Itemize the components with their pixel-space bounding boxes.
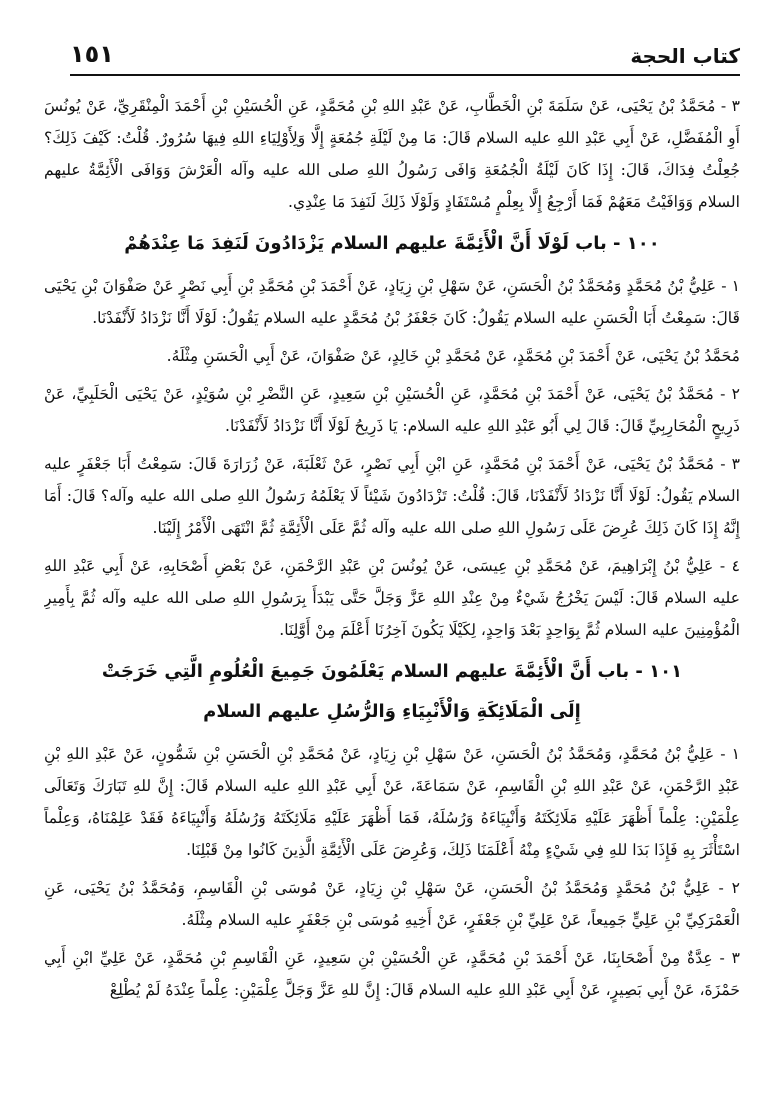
hadith-paragraph: ٢ - عَلِيُّ بْنُ مُحَمَّدٍ وَمُحَمَّدُ بْنُ الْحَسَنِ، عَنْ سَهْلِ بْنِ زِيَادٍ، عَنْ مُوسَى بْنِ الْقَاسِمِ، وَمُحَمَّدُ بْنُ يَحْيَى، عَنِ الْعَمْرَكِيِّ بْنِ عَلِيٍّ جَمِيعاً، عَنْ عَلِيِّ بْنِ جَعْفَرٍ، عَنْ أَخِيهِ مُوسَى بْنِ جَعْفَرٍ عليه السلام مِثْلَهُ. <box>44 879 740 929</box>
chapter-heading-line: ١٠٠ - باب لَوْلَا أَنَّ الْأَئِمَّةَ عليهم السلام يَزْدَادُونَ لَنَفِدَ مَا عِنْدَهُمْ <box>124 233 660 254</box>
hadith-paragraph: ٣ - مُحَمَّدُ بْنُ يَحْيَى، عَنْ أَحْمَدَ بْنِ مُحَمَّدٍ، عَنِ ابْنِ أَبِي نَصْرٍ، عَنْ ثَعْلَبَةَ، عَنْ زُرَارَةَ قَالَ: سَمِعْتُ أَبَا جَعْفَرٍ عليه السلام يَقُولُ: لَوْلَا أَنَّا نَزْدَادُ لَأَنْفَدْنَا، قَالَ: قُلْتُ: تَزْدَادُونَ شَيْئاً لَا يَعْلَمُهُ رَسُولُ اللهِ صلى الله عليه وآله؟ قَالَ: أَمَا إِنَّهُ إِذَا كَانَ ذَلِكَ عُرِضَ عَلَى رَسُولِ اللهِ صلى الله عليه وآله ثُمَّ عَلَى الْأَئِمَّةِ ثُمَّ انْتَهَى الْأَمْرُ إِلَيْنَا. <box>44 455 740 537</box>
hadith-paragraph: ١ - عَلِيُّ بْنُ مُحَمَّدٍ، وَمُحَمَّدُ بْنُ الْحَسَنِ، عَنْ سَهْلِ بْنِ زِيَادٍ، عَنْ مُحَمَّدِ بْنِ الْحَسَنِ بْنِ شَمُّونٍ، عَنْ عَبْدِ اللهِ بْنِ عَبْدِ الرَّحْمَنِ، عَنْ عَبْدِ اللهِ بْنِ الْقَاسِمِ، عَنْ سَمَاعَةَ، عَنْ أَبِي عَبْدِ اللهِ عليه السلام قَالَ: إِنَّ للهِ تَبَارَكَ وَتَعَالَى عِلْمَيْنِ: عِلْماً أَظْهَرَ عَلَيْهِ مَلَائِكَتَهُ وَأَنْبِيَاءَهُ وَرُسُلَهُ، فَمَا أَظْهَرَ عَلَيْهِ مَلَائِكَتَهُ وَرُسُلَهُ وَأَنْبِيَاءَهُ فَقَدْ عَلِمْنَاهُ، وَعِلْماً اسْتَأْثَرَ بِهِ فَإِذَا بَدَا للهِ فِي شَيْءٍ مِنْهُ أَعْلَمَنَا ذَلِكَ، وَعُرِضَ عَلَى الْأَئِمَّةِ الَّذِينَ كَانُوا مِنْ قَبْلِنَا. <box>44 745 740 859</box>
page-body <box>44 90 740 1110</box>
hadith-paragraph: ١ - عَلِيُّ بْنُ مُحَمَّدٍ وَمُحَمَّدُ بْنُ الْحَسَنِ، عَنْ سَهْلِ بْنِ زِيَادٍ، عَنْ أَحْمَدَ بْنِ مُحَمَّدِ بْنِ أَبِي نَصْرٍ عَنْ صَفْوَانَ بْنِ يَحْيَى قَالَ: سَمِعْتُ أَبَا الْحَسَنِ عليه السلام يَقُولُ: كَانَ جَعْفَرُ بْنُ مُحَمَّدٍ عليه السلام يَقُولُ: لَوْلَا أَنَّا نَزْدَادُ لَأَنْفَدْنَا. <box>44 277 740 327</box>
chapter-heading <box>44 652 740 732</box>
page-number: ١٥١ <box>70 40 114 68</box>
chapter-heading <box>44 224 740 264</box>
hadith-paragraph: ٣ - مُحَمَّدُ بْنُ يَحْيَى، عَنْ سَلَمَةَ بْنِ الْخَطَّابِ، عَنْ عَبْدِ اللهِ بْنِ مُحَمَّدٍ، عَنِ الْحُسَيْنِ بْنِ أَحْمَدَ الْمِنْقَرِيِّ، عَنْ يُونُسَ أَوِ الْمُفَضَّلِ، عَنْ أَبِي عَبْدِ اللهِ عليه السلام قَالَ: مَا مِنْ لَيْلَةِ جُمُعَةٍ إِلَّا وَلِأَوْلِيَاءِ اللهِ فِيهَا سُرُورٌ. قُلْتُ: كَيْفَ ذَلِكَ؟ جُعِلْتُ فِدَاكَ، قَالَ: إِذَا كَانَ لَيْلَةُ الْجُمُعَةِ وَافَى رَسُولُ اللهِ صلى الله عليه وآله الْعَرْشَ وَوَافَى الْأَئِمَّةُ عليهم السلام وَوَافَيْتُ مَعَهُمْ فَمَا أَرْجِعُ إِلَّا بِعِلْمٍ مُسْتَفَادٍ وَلَوْلَا ذَلِكَ لَنَفِدَ مَا عِنْدِي. <box>44 97 740 211</box>
hadith-paragraph: ٣ - عِدَّةٌ مِنْ أَصْحَابِنَا، عَنْ أَحْمَدَ بْنِ مُحَمَّدٍ، عَنِ الْحُسَيْنِ بْنِ سَعِيدٍ، عَنِ الْقَاسِمِ بْنِ مُحَمَّدٍ، عَنْ عَلِيِّ ابْنِ أَبِي حَمْزَةَ، عَنْ أَبِي بَصِيرٍ، عَنْ أَبِي عَبْدِ اللهِ عليه السلام قَالَ: إِنَّ للهِ عَزَّ وَجَلَّ عِلْمَيْنِ: عِلْماً عِنْدَهُ لَمْ يُطْلِعْ <box>44 949 740 999</box>
hadith-paragraph: ٤ - عَلِيُّ بْنُ إِبْرَاهِيمَ، عَنْ مُحَمَّدِ بْنِ عِيسَى، عَنْ يُونُسَ بْنِ عَبْدِ الرَّحْمَنِ، عَنْ بَعْضِ أَصْحَابِهِ، عَنْ أَبِي عَبْدِ اللهِ عليه السلام قَالَ: لَيْسَ يَخْرُجُ شَيْءٌ مِنْ عِنْدِ اللهِ عَزَّ وَجَلَّ حَتَّى يَبْدَأَ بِرَسُولِ اللهِ صلى الله عليه وآله ثُمَّ بِأَمِيرِ الْمُؤْمِنِينَ عليه السلام ثُمَّ بِوَاحِدٍ بَعْدَ وَاحِدٍ، لِكَيْلَا يَكُونَ آخِرُنَا أَعْلَمَ مِنْ أَوَّلِنَا. <box>44 557 740 639</box>
hadith-paragraph: مُحَمَّدُ بْنُ يَحْيَى، عَنْ أَحْمَدَ بْنِ مُحَمَّدٍ، عَنْ مُحَمَّدِ بْنِ خَالِدٍ، عَنْ صَفْوَانَ، عَنْ أَبِي الْحَسَنِ مِثْلَهُ. <box>166 347 740 365</box>
hadith-paragraph: ٢ - مُحَمَّدُ بْنُ يَحْيَى، عَنْ أَحْمَدَ بْنِ مُحَمَّدٍ، عَنِ الْحُسَيْنِ بْنِ سَعِيدٍ، عَنِ النَّضْرِ بْنِ سُوَيْدٍ، عَنْ يَحْيَى الْحَلَبِيِّ، عَنْ ذَرِيحٍ الْمُحَارِبِيِّ قَالَ: قَالَ لِي أَبُو عَبْدِ اللهِ عليه السلام: يَا ذَرِيحُ لَوْلَا أَنَّا نَزْدَادُ لَأَنْفَدْنَا. <box>44 385 740 435</box>
chapter-heading-line: ١٠١ - باب أَنَّ الْأَئِمَّةَ عليهم السلام يَعْلَمُونَ جَمِيعَ الْعُلُومِ الَّتِي خَرَجَتْ <box>101 661 683 682</box>
page-header <box>70 28 740 76</box>
book-title: كتاب الحجة <box>630 44 740 68</box>
chapter-heading-line: إِلَى الْمَلَائِكَةِ وَالْأَنْبِيَاءِ وَالرُّسُلِ عليهم السلام <box>203 701 581 722</box>
